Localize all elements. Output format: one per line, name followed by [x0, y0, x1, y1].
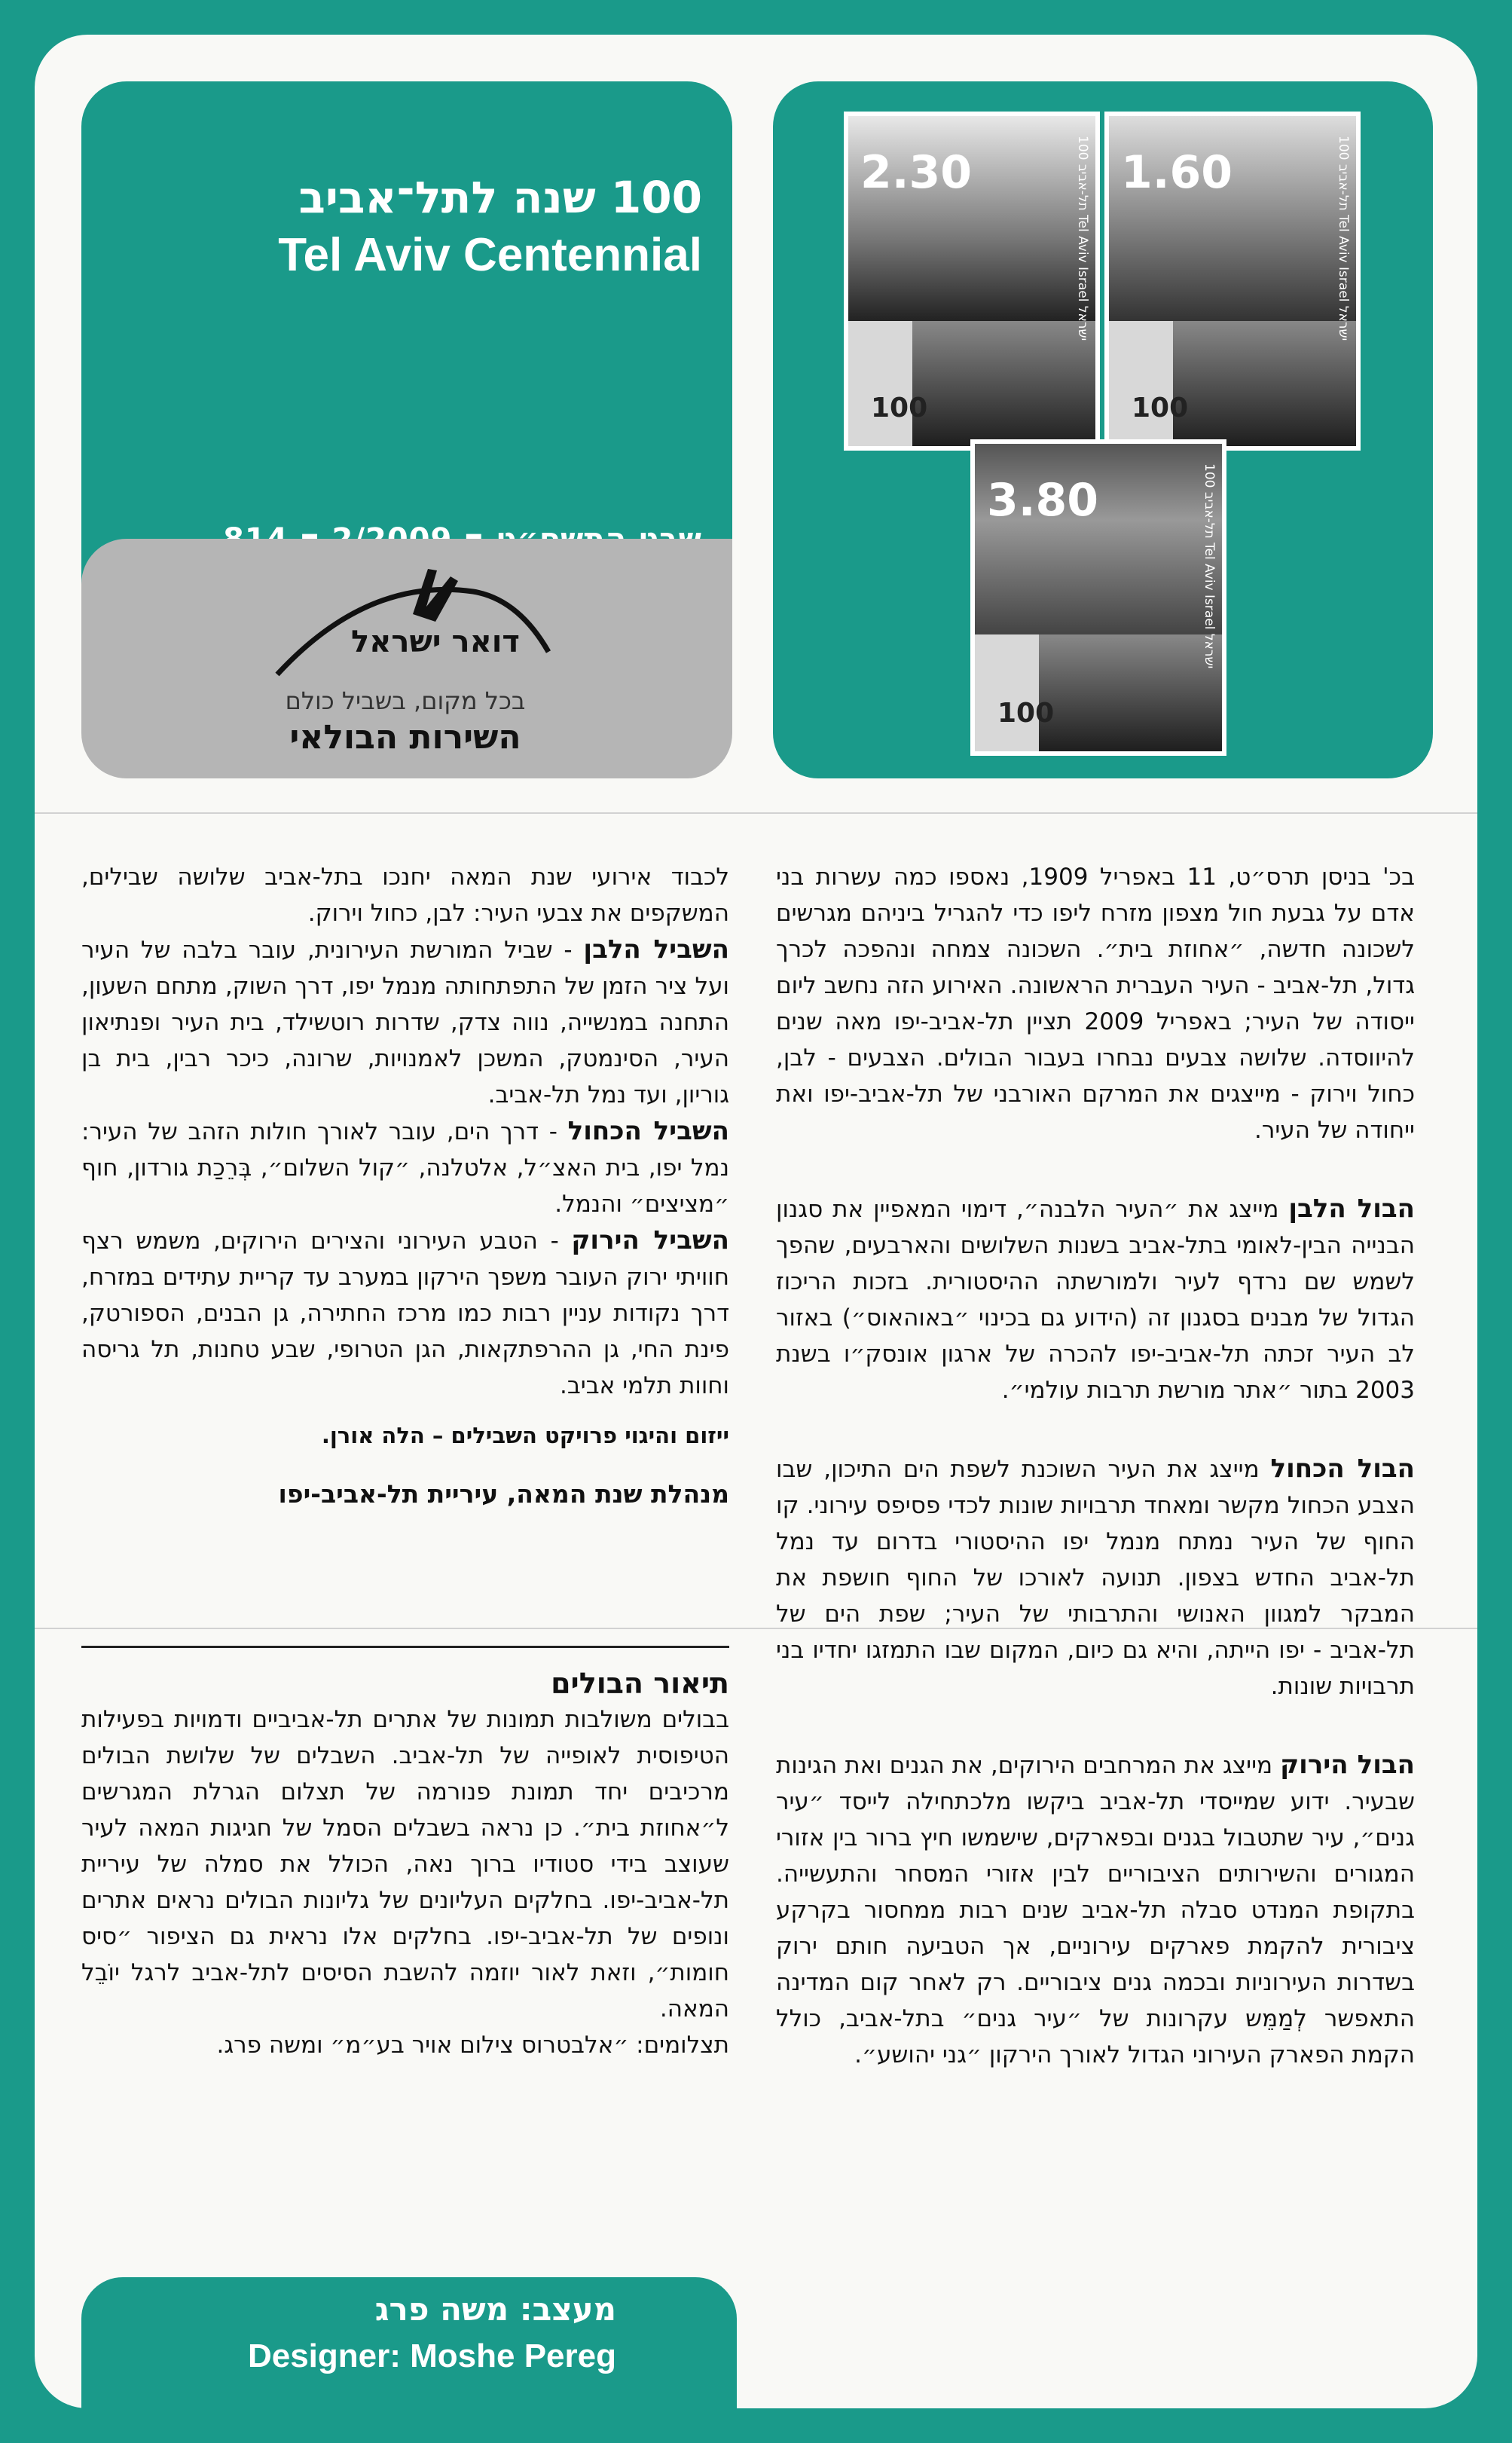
left-column — [81, 859, 729, 1512]
green-stamp-text: מייצג את המרחבים הירוקים, את הגנים ואת הגינות שבעיר. ידוע שמייסדי תל-אביב ביקשו מלכתחילה לייסד ״עיר גנים״, עיר שתטבול בגנים ובפארקים, שישמשו חיץ ברור בין אזורי המגורים והשירותים הציבוריים לבין אזורי המסחר והתעשייה. בתקופת המנדט סבלה תל-אביב שנים רבות ממחסור בקרקע ציבורית להקמת פארקים עירוניים, אך הטביעה חותם ירוק בשדרות העירוניות ובכמה גנים ציבוריים. רק לאחר קום המדינה התאפשר לְמַמֵּש עקרונות של ״עיר גנים״ בתל-אביב, כולל הקמת הפארק העירוני הגדול לאורך הירקון ״גני יהושע״. — [776, 1752, 1415, 2068]
stamp-value: 3.80 — [987, 474, 1099, 527]
title-hebrew: 100 שנה לתל־אביב — [298, 172, 702, 223]
centennial-emblem-icon: 100 — [997, 698, 1055, 729]
paths-intro: לכבוד אירועי שנת המאה יחנכו בתל-אביב שלושה שבילים, המשקפים את צבעי העיר: לבן, כחול וירוק. — [81, 864, 729, 927]
stamp-white — [844, 112, 1100, 451]
right-column — [776, 859, 1415, 2073]
stamp-blue — [1104, 112, 1361, 451]
designer-hebrew: מעצב: משה פרג — [374, 2291, 616, 2328]
stamps-panel — [773, 81, 1433, 778]
stamp-label: תל-אביב 100 Tel Aviv Israel ישראל — [1202, 463, 1217, 669]
title-english: Tel Aviv Centennial — [278, 229, 702, 281]
centennial-emblem-icon: 100 — [1132, 393, 1189, 423]
green-path-heading: השביל הירוק — [571, 1225, 729, 1255]
paths-credit: ייזום והיגוי פרויקט השבילים – הלה אורן. — [321, 1423, 729, 1448]
history-paragraph: בכ' בניסן תרס״ט, 11 באפריל 1909, נאספו כמה עשרות בני אדם על גבעת חול מצפון מזרח ליפו כדי להגריל ביניהם מגרשים לשכונה חדשה, ״אחוזת בית״. השכונה צמחה ונהפכה לכרך גדול, תל-אביב - העיר העברית הראשונה. האירוע הזה נחשב ליום ייסודה של העיר; באפריל 2009 תציין תל-אביב-יפו מאה שנים להיווסדה. שלושה צבעים נבחרו בעבור הבולים. הצבעים - לבן, כחול וירוק - מייצגים את המרקם האורבני של תל-אביב-יפו ואת ייחודה של העיר. — [776, 864, 1416, 1144]
section-divider — [81, 1646, 729, 1648]
deer-antler-icon — [413, 569, 458, 622]
centennial-emblem-icon: 100 — [871, 393, 928, 423]
blue-path-text: - דרך הים, עובר לאורך חולות הזהב של העיר: נמל יפו, בית האצ״ל, אלטלנה, ״קול השלום״, בְּרֵכַת גורדון, חוף ״מציצים״ והנמל. — [81, 1118, 729, 1218]
post-logo-text: דואר ישראל — [351, 625, 520, 659]
green-path-text: - הטבע העירוני והצירים הירוקים, משמש רצף חוויתי ירוק העובר משפך הירקון במערב עד קריית עתידים במזרח, דרך נקודות עניין רבות כמו מרכז החתירה, גן הבנים, הספורטק, פינת החי, גן ההרפתקאות, הגן הטרופי, שבע טחנות, תל גריסה וחוות תלמי אביב. — [81, 1228, 729, 1399]
description-heading: תיאור הבולים — [551, 1667, 729, 1700]
white-path-paragraph — [81, 931, 729, 1113]
photo-credit: תצלומים: ״אלבטרוס צילום אויר בע״מ״ ומשה פרג. — [216, 2032, 729, 2059]
stamp-green — [970, 439, 1226, 756]
centennial-administration: מנהלת שנת המאה, עיריית תל-אביב-יפו — [278, 1479, 729, 1509]
white-path-heading: השביל הלבן — [583, 934, 729, 965]
white-stamp-paragraph — [776, 1191, 1415, 1408]
description-text: בבולים משולבות תמונות של אתרים תל-אביביים ודמויות בפעילות הטיפוסית לאופייה של תל-אביב. השבלים של שלושת הבולים מרכיבים יחד תמונת פנורמה של תצלום הגרלת המגרשים ל״אחוזת בית״. כן נראה בשבלים הסמל של חגיגות המאה לעיר שעוצב בידי סטודיו ברוך נאה, הכולל את סמלה של עיריית תל-אביב-יפו. בחלקים העליונים של גליונות הבולים נראים אתרים ונופים של תל-אביב-יפו. בחלקים אלו נראית גם הציפור ״סיס חומות״, וזאת לאור יוזמה להשבת הסיסים לתל-אביב לרגל יוֹבֵל המאה. — [81, 1706, 729, 2023]
stamp-picture — [975, 444, 1222, 634]
post-slogan: בכל מקום, בשביל כולם — [285, 686, 526, 715]
green-stamp-paragraph — [776, 1747, 1415, 2073]
blue-stamp-heading: הבול הכחול — [1270, 1454, 1415, 1484]
designer-panel — [81, 2277, 737, 2413]
white-stamp-text: מייצג את ״העיר הלבנה״, דימוי המאפיין את סגנון הבנייה הבין-לאומי בתל-אביב בשנות השלושים והארבעים, שהפך לשמש שם נרדף לעיר ולמורשתה ההיסטורית. בזכות הריכוז הגדול של מבנים בסגנון זה (הידוע גם בכינוי ״באוהאוס״) באזור לב העיר זכתה תל-אביב-יפו להכרה של ארגון אונסק״ו בשנת 2003 בתור ״אתר מורשת תרבות עולמי״. — [776, 1196, 1415, 1404]
israel-post-logo — [247, 561, 564, 697]
stamp-value: 1.60 — [1121, 146, 1233, 199]
fold-line — [35, 812, 1477, 814]
philatelic-service-name: השירות הבולאי — [289, 718, 521, 757]
title-panel — [81, 81, 732, 588]
green-path-paragraph — [81, 1222, 729, 1404]
blue-stamp-paragraph — [776, 1451, 1415, 1705]
stamp-label: תל-אביב 100 Tel Aviv Israel ישראל — [1075, 136, 1090, 341]
stamp-value: 2.30 — [860, 146, 973, 199]
stamp-description-section — [81, 1665, 729, 2063]
blue-path-heading: השביל הכחול — [567, 1116, 729, 1146]
stamp-label: תל-אביב 100 Tel Aviv Israel ישראל — [1336, 136, 1351, 341]
designer-english: Designer: Moshe Pereg — [247, 2338, 616, 2374]
green-stamp-heading: הבול הירוק — [1280, 1750, 1415, 1780]
blue-path-paragraph — [81, 1113, 729, 1222]
white-stamp-heading: הבול הלבן — [1288, 1194, 1415, 1224]
blue-stamp-text: מייצג את העיר השוכנת לשפת הים התיכון, שבו הצבע הכחול מקשר ומאחד תרבויות שונות לכדי פסיפס עירוני. קו החוף של העיר נמתח מנמל יפו ההיסטורי בדרום עד נמל תל-אביב החדש בצפון. תנועה לאורכו של החוף חושפת את המבקר למגוון האנושי והתרבותי של העיר; שפת הים של תל-אביב - יפו הייתה, והיא גם כיום, המקום שבו התמזגו יחדיו בני תרבויות שונות. — [776, 1456, 1415, 1700]
israel-post-panel — [81, 539, 732, 778]
white-path-text: - שביל המורשת העירונית, עובר בלבה של העיר ועל ציר הזמן של התפתחותה מנמל יפו, דרך השוק, מתחם השעון, התחנה במנשייה, נווה צדק, שדרות רוטשילד, בית העיר ופנתיאון העיר, הסינמטק, המשכן לאמנויות, שרונה, כיכר רבין, בית בן גוריון, ועד נמל תל-אביב. — [81, 937, 729, 1108]
